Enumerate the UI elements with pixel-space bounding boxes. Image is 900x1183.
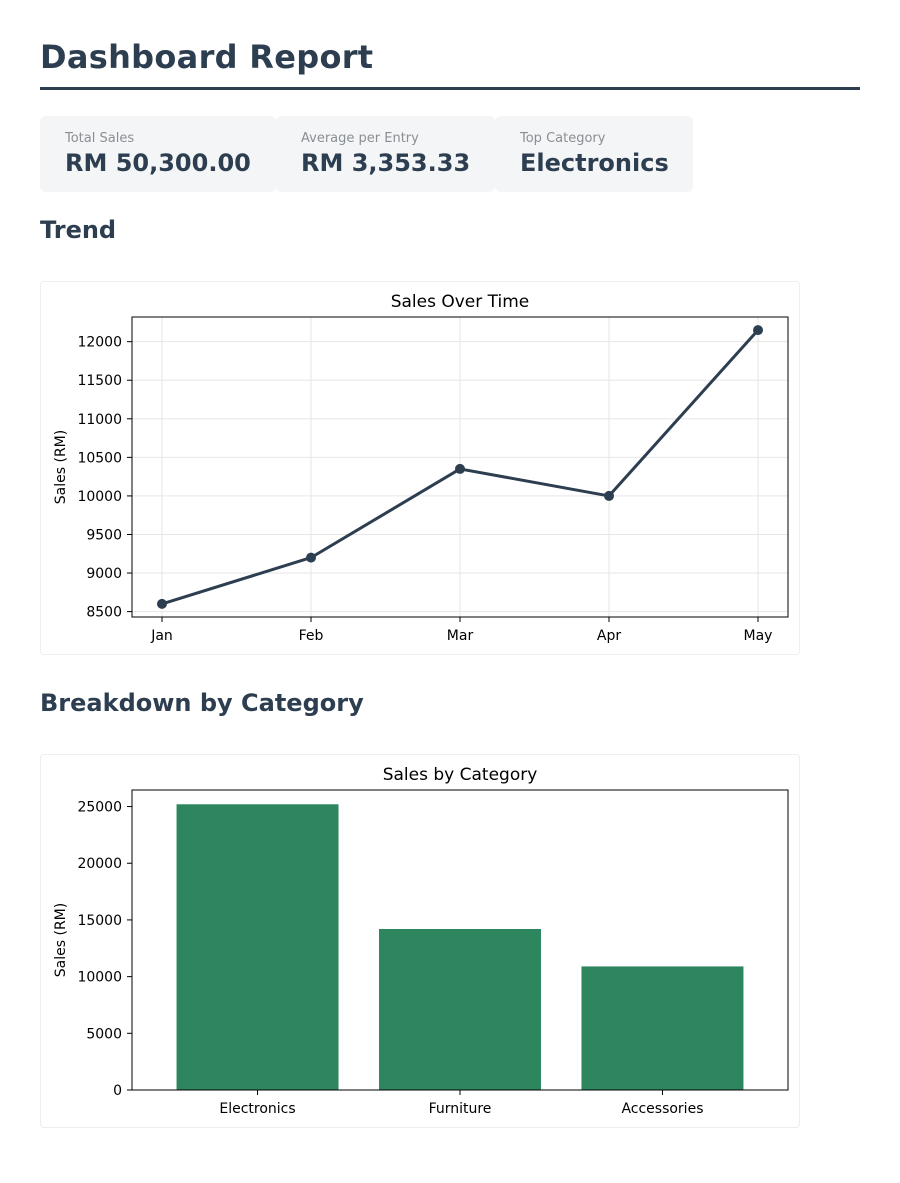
stat-card-total-sales <box>40 116 276 192</box>
section-title-trend: Trend <box>40 216 117 244</box>
line-chart-xtick-label-0: Jan <box>151 628 173 644</box>
stat-label-average-per-entry: Average per Entry <box>301 131 419 146</box>
line-chart-ytick-label-1: 9000 <box>86 566 122 583</box>
stat-card-average-per-entry <box>276 116 495 192</box>
line-chart-title: Sales Over Time <box>390 292 530 312</box>
line-chart-xtick-label-1: Feb <box>298 628 324 644</box>
bar-chart-ytick-label-4: 20000 <box>77 856 122 873</box>
line-chart-ytick-label-3: 10000 <box>77 488 122 505</box>
line-chart-ylabel: Sales (RM) <box>53 429 69 505</box>
bar-chart-ytick-label-0: 0 <box>113 1083 122 1099</box>
stat-value-top-category: Electronics <box>520 149 669 177</box>
bar-chart-ytick-label-1: 5000 <box>86 1026 122 1043</box>
stat-card-top-category <box>495 116 693 192</box>
title-divider <box>40 87 860 90</box>
category-chart-panel <box>40 754 800 1128</box>
stat-label-top-category: Top Category <box>520 131 606 146</box>
line-chart-point-apr <box>604 491 614 501</box>
bar-chart-ylabel: Sales (RM) <box>53 902 69 978</box>
line-chart-ytick-label-0: 8500 <box>86 604 122 621</box>
bar-chart-ytick-label-2: 10000 <box>77 969 122 986</box>
bar-chart-xtick-label-electronics: Electronics <box>219 1101 296 1117</box>
line-chart-xtick-label-4: May <box>743 628 773 644</box>
line-chart-ytick-label-5: 11000 <box>77 411 122 428</box>
bar-chart <box>41 755 799 1127</box>
trend-chart-panel <box>40 281 800 655</box>
line-chart-ytick-label-4: 10500 <box>77 450 122 467</box>
line-chart-ytick-label-7: 12000 <box>77 334 122 351</box>
bar-chart-title: Sales by Category <box>382 765 538 785</box>
line-chart-point-jan <box>157 599 167 609</box>
section-title-breakdown: Breakdown by Category <box>40 689 364 717</box>
bar-chart-xtick-label-furniture: Furniture <box>428 1101 492 1117</box>
line-chart-xtick-label-3: Apr <box>596 628 622 644</box>
bar-furniture <box>379 929 541 1090</box>
line-chart-xtick-label-2: Mar <box>446 628 474 644</box>
line-chart-point-mar <box>455 464 465 474</box>
bar-accessories <box>581 966 743 1090</box>
line-chart-point-feb <box>306 553 316 563</box>
line-chart <box>41 282 799 654</box>
line-chart-ytick-label-2: 9500 <box>86 527 122 544</box>
bar-chart-ytick-label-5: 25000 <box>77 799 122 816</box>
stat-label-total-sales: Total Sales <box>65 131 135 146</box>
stat-value-average-per-entry: RM 3,353.33 <box>301 149 471 177</box>
bar-chart-xtick-label-accessories: Accessories <box>621 1101 704 1117</box>
line-chart-point-may <box>753 325 763 335</box>
bar-chart-ytick-label-3: 15000 <box>77 912 122 929</box>
bar-electronics <box>177 804 339 1090</box>
line-chart-ytick-label-6: 11500 <box>77 373 122 390</box>
stat-value-total-sales: RM 50,300.00 <box>65 149 251 177</box>
page-title: Dashboard Report <box>40 38 374 76</box>
